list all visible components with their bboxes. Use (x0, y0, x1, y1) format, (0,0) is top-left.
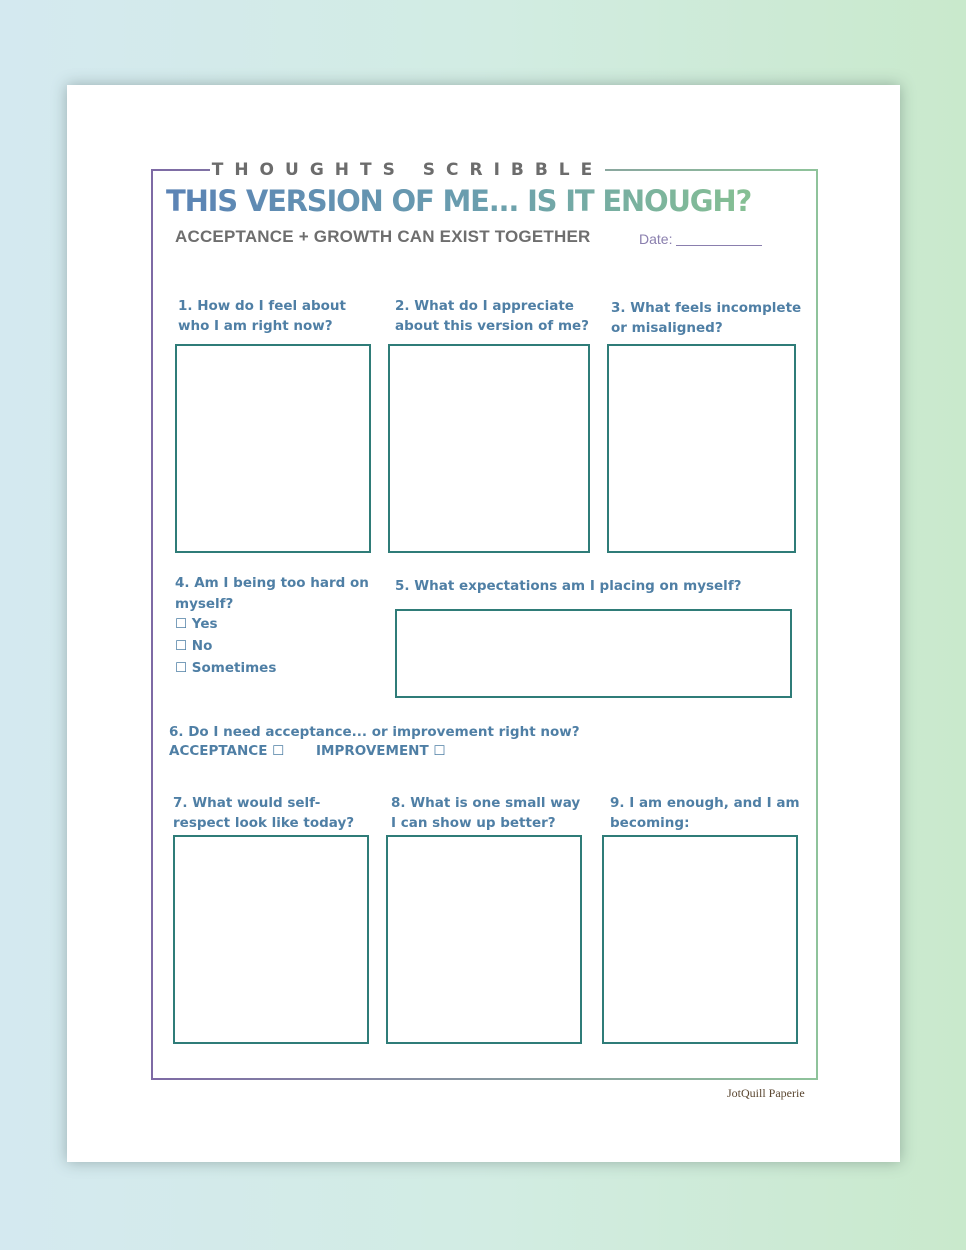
question-9 (610, 793, 810, 833)
answer-box-7[interactable] (173, 835, 369, 1044)
question-4-line-1: 4. Am I being too hard on (175, 575, 369, 591)
question-7-line-2: respect look like today? (173, 815, 355, 831)
question-2-line-1: 2. What do I appreciate (395, 298, 574, 314)
question-7 (173, 793, 373, 833)
question-6 (169, 722, 619, 742)
question-9-line-1: 9. I am enough, and I am (610, 795, 800, 811)
answer-box-2[interactable] (388, 344, 590, 553)
question-2 (395, 296, 600, 336)
question-1-line-1: 1. How do I feel about (178, 298, 346, 314)
answer-box-3[interactable] (607, 344, 796, 553)
question-6-line-1: 6. Do I need acceptance... or improvement right now? (169, 724, 580, 740)
footer-brand: JotQuill Paperie (727, 1086, 805, 1100)
question-9-line-2: becoming: (610, 815, 690, 831)
question-8 (391, 793, 591, 833)
brand-heading: THOUGHTS SCRIBBLE (211, 160, 604, 180)
question-2-line-2: about this version of me? (395, 318, 590, 334)
date-field-line[interactable] (676, 245, 762, 246)
page-title: THIS VERSION OF ME... IS IT ENOUGH? (166, 181, 751, 221)
question-4 (175, 573, 385, 615)
option-improvement[interactable]: IMPROVEMENT ☐ (316, 743, 446, 759)
answer-box-1[interactable] (175, 344, 371, 553)
date-label: Date: (639, 231, 673, 247)
question-1 (178, 296, 378, 336)
page-subtitle: ACCEPTANCE + GROWTH CAN EXIST TOGETHER (175, 227, 591, 246)
answer-box-9[interactable] (602, 835, 798, 1044)
question-3-line-1: 3. What feels incomplete (611, 300, 802, 316)
option-acceptance[interactable]: ACCEPTANCE ☐ (169, 743, 285, 759)
option-no[interactable]: ☐ No (175, 638, 213, 654)
question-3 (611, 298, 811, 338)
question-8-line-2: I can show up better? (391, 815, 556, 831)
answer-box-5[interactable] (395, 609, 792, 698)
worksheet-page (67, 85, 900, 1162)
question-5 (395, 576, 795, 596)
question-8-line-1: 8. What is one small way (391, 795, 581, 811)
question-7-line-1: 7. What would self- (173, 795, 321, 811)
question-4-line-2: myself? (175, 596, 234, 612)
question-1-line-2: who I am right now? (178, 318, 333, 334)
option-yes[interactable]: ☐ Yes (175, 616, 218, 632)
option-sometimes[interactable]: ☐ Sometimes (175, 660, 277, 676)
answer-box-8[interactable] (386, 835, 582, 1044)
question-3-line-2: or misaligned? (611, 320, 723, 336)
question-5-line-1: 5. What expectations am I placing on myself? (395, 578, 742, 594)
